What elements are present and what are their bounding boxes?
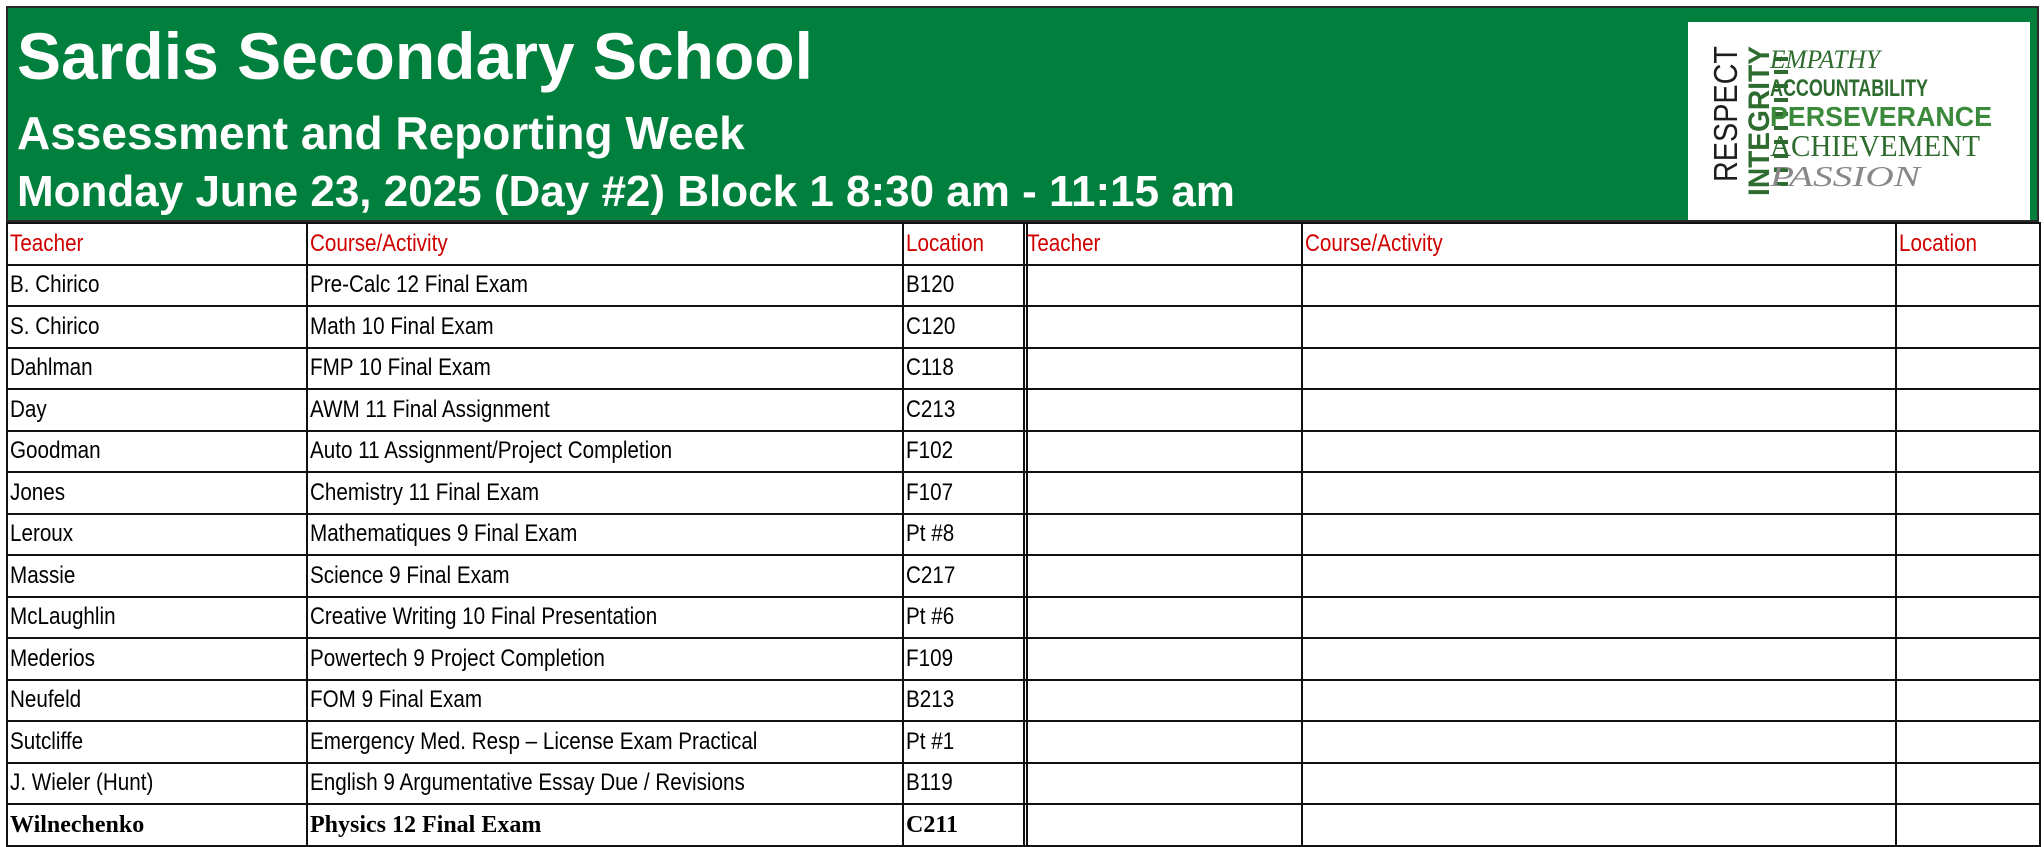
empty-cell: [1024, 389, 1302, 431]
empty-cell: [1302, 514, 1896, 556]
empty-cell: [1896, 597, 2040, 639]
empty-table-row: [1024, 763, 2040, 805]
column-header-location: Location: [1896, 223, 2040, 265]
empty-cell: [1024, 306, 1302, 348]
empty-cell: [1302, 638, 1896, 680]
empty-cell: [1024, 763, 1302, 805]
location-cell: Pt #6: [903, 597, 1027, 639]
table-row: [7, 306, 1027, 348]
table-row: [7, 514, 1027, 556]
location-cell: C213: [903, 389, 1027, 431]
table-row: [7, 638, 1027, 680]
empty-cell: [1896, 638, 2040, 680]
course-cell: Chemistry 11 Final Exam: [307, 472, 903, 514]
empty-table-row: [1024, 265, 2040, 307]
empty-cell: [1896, 348, 2040, 390]
empty-cell: [1896, 680, 2040, 722]
logo-word-empathy: EMPATHY: [1769, 45, 1883, 74]
location-cell: C211: [903, 804, 1027, 846]
teacher-cell: Dahlman: [7, 348, 307, 390]
location-cell: F109: [903, 638, 1027, 680]
table-row: [7, 431, 1027, 473]
course-cell: Pre-Calc 12 Final Exam: [307, 265, 903, 307]
empty-cell: [1302, 721, 1896, 763]
header-banner: [6, 6, 2039, 222]
empty-table-row: [1024, 804, 2040, 846]
teacher-cell: S. Chirico: [7, 306, 307, 348]
location-cell: C118: [903, 348, 1027, 390]
empty-cell: [1024, 348, 1302, 390]
logo-word-passion: PASSION: [1768, 162, 1922, 193]
empty-cell: [1024, 804, 1302, 846]
teacher-cell: Leroux: [7, 514, 307, 556]
empty-cell: [1302, 389, 1896, 431]
teacher-cell: Mederios: [7, 638, 307, 680]
logo-word-integrity: INTEGRITY: [1743, 35, 1776, 196]
teacher-cell: J. Wieler (Hunt): [7, 763, 307, 805]
column-header-location: Location: [903, 223, 1027, 265]
logo-word-perseverance: PERSEVERANCE: [1770, 101, 1992, 132]
empty-cell: [1896, 431, 2040, 473]
column-header-course: Course/Activity: [1302, 223, 1896, 265]
empty-cell: [1024, 638, 1302, 680]
course-cell: Mathematiques 9 Final Exam: [307, 514, 903, 556]
teacher-cell: Jones: [7, 472, 307, 514]
teacher-cell: Wilnechenko: [7, 804, 307, 846]
empty-cell: [1896, 472, 2040, 514]
teacher-cell: B. Chirico: [7, 265, 307, 307]
empty-cell: [1024, 472, 1302, 514]
table-row: [7, 265, 1027, 307]
table-row: [7, 804, 1027, 846]
empty-cell: [1302, 472, 1896, 514]
course-cell: English 9 Argumentative Essay Due / Revisions: [307, 763, 903, 805]
empty-cell: [1302, 804, 1896, 846]
empty-cell: [1896, 804, 2040, 846]
empty-cell: [1024, 265, 1302, 307]
table-row: [7, 721, 1027, 763]
table-header-row: [7, 223, 1027, 265]
empty-cell: [1024, 555, 1302, 597]
empty-cell: [1302, 348, 1896, 390]
schedule-sheet: [6, 6, 2039, 840]
course-cell: Powertech 9 Project Completion: [307, 638, 903, 680]
location-cell: C217: [903, 555, 1027, 597]
schedule-table-right: [1023, 222, 2041, 847]
empty-cell: [1896, 389, 2040, 431]
school-values-logo: [1688, 22, 2030, 220]
empty-cell: [1896, 265, 2040, 307]
empty-cell: [1024, 514, 1302, 556]
table-row: [7, 763, 1027, 805]
empty-table-row: [1024, 597, 2040, 639]
location-cell: B213: [903, 680, 1027, 722]
empty-cell: [1896, 514, 2040, 556]
course-cell: Emergency Med. Resp – License Exam Practical: [307, 721, 903, 763]
empty-cell: [1024, 680, 1302, 722]
empty-cell: [1302, 306, 1896, 348]
empty-cell: [1024, 597, 1302, 639]
session-datetime: Monday June 23, 2025 (Day #2) Block 1 8:30 am - 11:15 am: [17, 167, 1235, 216]
location-cell: B119: [903, 763, 1027, 805]
course-cell: Physics 12 Final Exam: [307, 804, 903, 846]
teacher-cell: Goodman: [7, 431, 307, 473]
empty-table-row: [1024, 721, 2040, 763]
location-cell: F102: [903, 431, 1027, 473]
location-cell: Pt #8: [903, 514, 1027, 556]
empty-table-row: [1024, 431, 2040, 473]
course-cell: Auto 11 Assignment/Project Completion: [307, 431, 903, 473]
table-row: [7, 597, 1027, 639]
teacher-cell: McLaughlin: [7, 597, 307, 639]
empty-cell: [1024, 721, 1302, 763]
empty-cell: [1896, 306, 2040, 348]
table-row: [7, 389, 1027, 431]
logo-word-accountability: ACCOUNTABILITY: [1770, 75, 1928, 102]
empty-table-row: [1024, 306, 2040, 348]
teacher-cell: Neufeld: [7, 680, 307, 722]
empty-cell: [1302, 431, 1896, 473]
course-cell: Creative Writing 10 Final Presentation: [307, 597, 903, 639]
teacher-cell: Sutcliffe: [7, 721, 307, 763]
event-name: Assessment and Reporting Week: [17, 107, 745, 159]
course-cell: Science 9 Final Exam: [307, 555, 903, 597]
location-cell: F107: [903, 472, 1027, 514]
column-header-teacher: Teacher: [1024, 223, 1302, 265]
empty-table-row: [1024, 514, 2040, 556]
empty-table-row: [1024, 638, 2040, 680]
empty-cell: [1302, 763, 1896, 805]
empty-cell: [1896, 555, 2040, 597]
column-header-course: Course/Activity: [307, 223, 903, 265]
location-cell: Pt #1: [903, 721, 1027, 763]
column-header-teacher: Teacher: [7, 223, 307, 265]
empty-cell: [1896, 721, 2040, 763]
empty-cell: [1302, 680, 1896, 722]
empty-cell: [1024, 431, 1302, 473]
empty-cell: [1302, 597, 1896, 639]
course-cell: Math 10 Final Exam: [307, 306, 903, 348]
teacher-cell: Day: [7, 389, 307, 431]
empty-table-row: [1024, 348, 2040, 390]
table-row: [7, 555, 1027, 597]
school-name: Sardis Secondary School: [17, 19, 813, 93]
table-row: [7, 680, 1027, 722]
schedule-table-left: [6, 222, 1028, 847]
empty-cell: [1302, 265, 1896, 307]
location-cell: B120: [903, 265, 1027, 307]
empty-table-row: [1024, 472, 2040, 514]
logo-word-respect: RESPECT: [1707, 26, 1744, 182]
empty-table-row: [1024, 555, 2040, 597]
table-header-row: [1024, 223, 2040, 265]
course-cell: FOM 9 Final Exam: [307, 680, 903, 722]
table-row: [7, 472, 1027, 514]
course-cell: AWM 11 Final Assignment: [307, 389, 903, 431]
logo-word-achievement: ACHIEVEMENT: [1770, 128, 1981, 163]
empty-table-row: [1024, 680, 2040, 722]
course-cell: FMP 10 Final Exam: [307, 348, 903, 390]
table-row: [7, 348, 1027, 390]
empty-table-row: [1024, 389, 2040, 431]
empty-cell: [1896, 763, 2040, 805]
location-cell: C120: [903, 306, 1027, 348]
empty-cell: [1302, 555, 1896, 597]
teacher-cell: Massie: [7, 555, 307, 597]
